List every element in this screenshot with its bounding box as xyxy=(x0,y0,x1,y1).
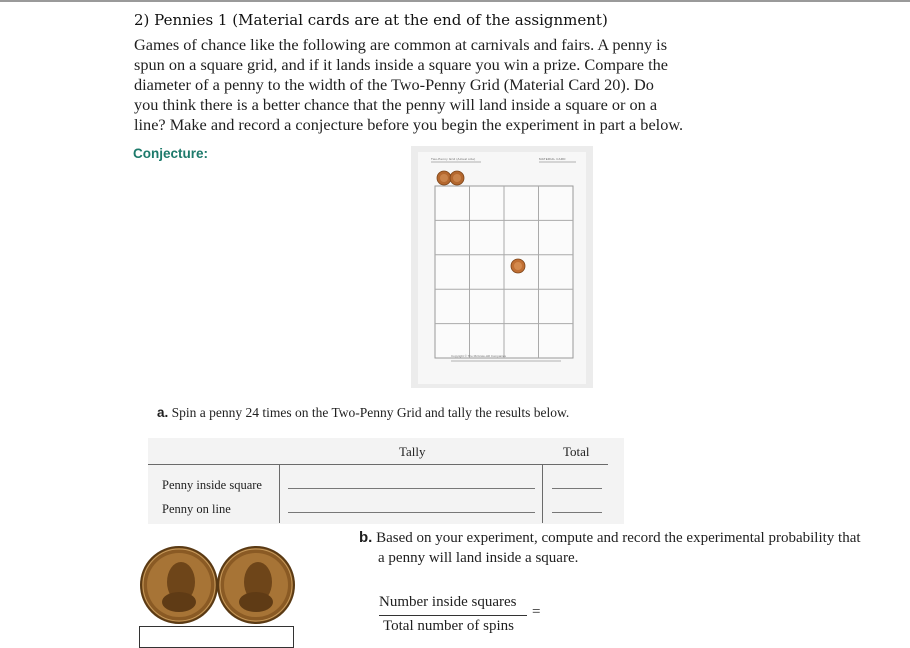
pennies-drawing xyxy=(139,538,301,632)
tally-column-header: Tally xyxy=(399,444,426,459)
part-b-label: b. xyxy=(359,529,373,546)
top-rule xyxy=(0,0,910,2)
part-b-line-2: a penny will land inside a square. xyxy=(378,550,579,566)
card-header-title: Two-Penny Grid (Actual size) xyxy=(431,157,476,161)
tally-table xyxy=(148,438,624,524)
part-a-label: a. xyxy=(157,405,169,420)
penny-icon xyxy=(450,171,464,185)
penny-icon xyxy=(511,259,525,273)
penny-icon xyxy=(141,547,217,623)
total-answer-line-on-line[interactable] xyxy=(552,512,602,513)
question-line: spun on a square grid, and if it lands inside a square you win a prize. Compare the xyxy=(134,55,668,74)
row-label-inside-square: Penny inside square xyxy=(162,478,262,492)
question-line: diameter of a penny to the width of the Two-Penny Grid (Material Card 20). Do xyxy=(134,75,654,94)
conjecture-label: Conjecture: xyxy=(133,146,209,161)
equals-sign: = xyxy=(532,604,541,620)
card-footer-text: Copyright © The McGraw-Hill Companies xyxy=(451,354,507,358)
question-line: you think there is a better chance that the penny will land inside a square or on a xyxy=(134,95,658,114)
two-penny-grid-card-image xyxy=(411,146,593,388)
header-rule xyxy=(148,464,608,465)
question-body xyxy=(134,35,694,135)
question-heading: 2) Pennies 1 (Material cards are at the end of the assignment) xyxy=(134,11,608,29)
penny-icon xyxy=(437,171,451,185)
fraction-bar xyxy=(379,615,527,616)
question-line: Games of chance like the following are common at carnivals and fairs. A penny is xyxy=(134,35,668,54)
two-pennies-image xyxy=(139,538,301,632)
part-a-instruction xyxy=(157,405,569,421)
row-label-on-line: Penny on line xyxy=(162,502,231,516)
total-answer-line-inside-square[interactable] xyxy=(552,488,602,489)
penny-icon xyxy=(218,547,294,623)
grid-card-drawing xyxy=(411,146,593,388)
part-a-text: Spin a penny 24 times on the Two-Penny Grid and tally the results below. xyxy=(171,405,570,420)
part-b-instruction xyxy=(359,528,909,568)
card-header-label: MATERIAL CARD xyxy=(539,157,566,161)
column-divider xyxy=(279,465,280,523)
part-b-line-1: Based on your experiment, compute and record the experimental probability that xyxy=(376,530,861,546)
tally-answer-line-on-line[interactable] xyxy=(288,512,535,513)
fraction-numerator: Number inside squares xyxy=(379,594,517,610)
answer-box[interactable] xyxy=(139,626,294,648)
total-column-header: Total xyxy=(563,444,590,459)
tally-answer-line-inside-square[interactable] xyxy=(288,488,535,489)
column-divider xyxy=(542,465,543,523)
fraction-denominator: Total number of spins xyxy=(383,618,515,634)
question-line: line? Make and record a conjecture before you begin the experiment in part a below. xyxy=(134,115,684,134)
